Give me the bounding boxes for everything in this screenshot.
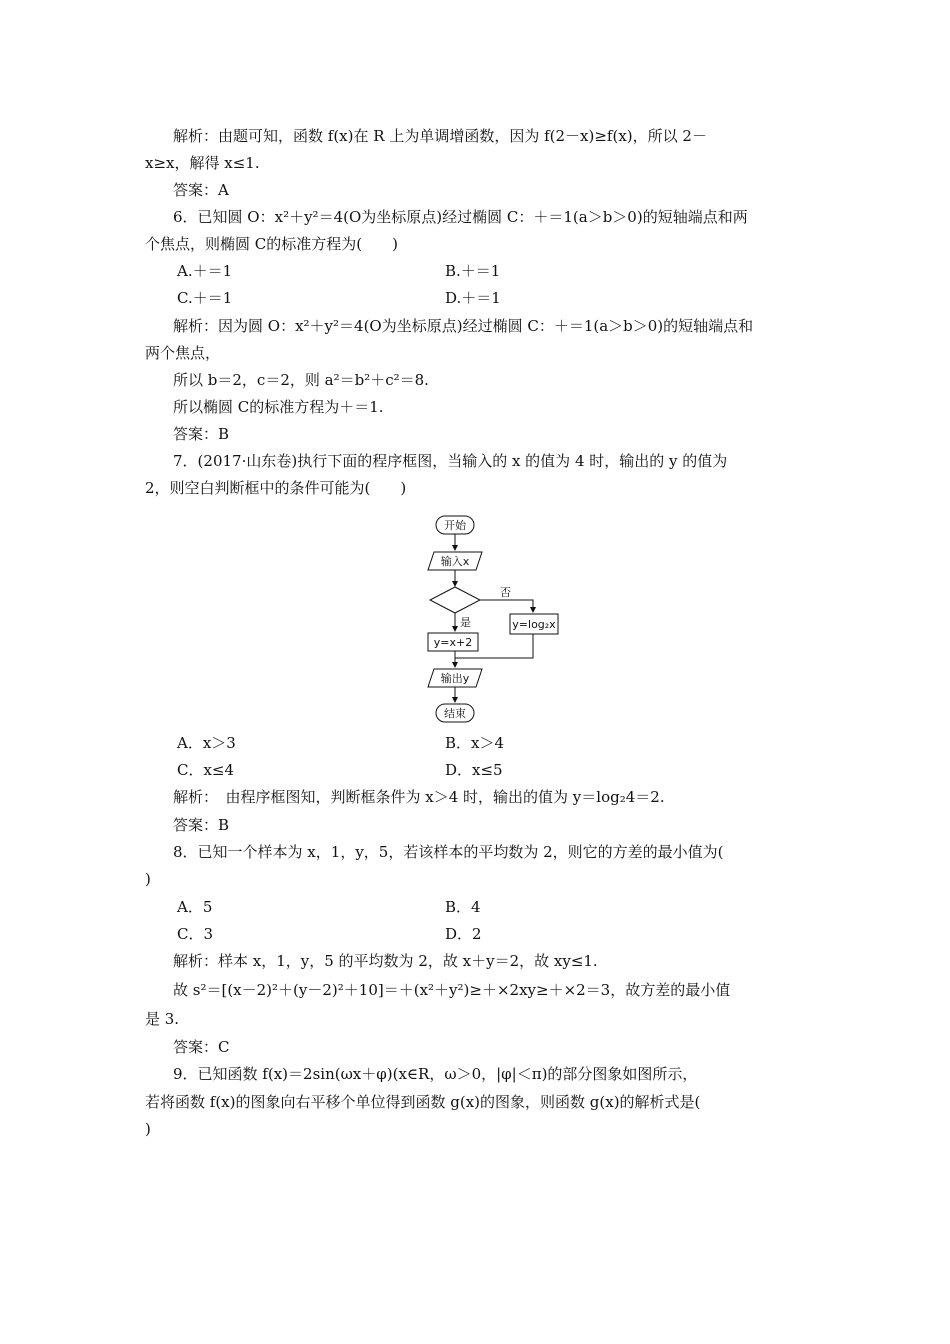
option-d: D.＋＝1: [445, 289, 501, 307]
text-line: x≥x，解得 x≤1.: [145, 154, 260, 172]
option-c: C．3: [177, 925, 214, 943]
question-6: 6．已知圆 O：x²＋y²＝4(O为坐标原点)经过椭圆 C：＋＝1(a＞b＞0)的短轴端点和两: [173, 208, 748, 226]
flowchart-input-label: 输入x: [440, 555, 470, 568]
text-line: 解析：由题可知，函数 f(x)在 R 上为单调增函数，因为 f(2－x)≥f(x)，所以 2－: [173, 127, 707, 145]
option-b: B.＋＝1: [445, 262, 501, 280]
option-a: A.＋＝1: [177, 262, 233, 280]
text-line: 答案：C: [173, 1038, 230, 1056]
flowchart-decision: [430, 587, 480, 613]
option-c: C.＋＝1: [177, 289, 233, 307]
text-line: 答案：B: [173, 425, 230, 443]
flowchart-yes-label: 是: [460, 616, 471, 629]
option-c: C．x≤4: [177, 761, 235, 779]
option-b: B．x＞4: [445, 734, 505, 752]
option-a: A．5: [177, 898, 213, 916]
flowchart-log-label: y=log₂x: [512, 618, 556, 631]
question-9: 9．已知函数 f(x)＝2sin(ωx＋φ)(x∈R，ω＞0，|φ|＜π)的部分图象如图所示，: [173, 1065, 698, 1083]
text-line: 个焦点，则椭圆 C的标准方程为( ): [145, 235, 398, 253]
text-line: 所以 b＝2，c＝2，则 a²＝b²＋c²＝8.: [173, 371, 429, 389]
text-line: ): [145, 1120, 151, 1138]
question-7: 7．(2017·山东卷)执行下面的程序框图，当输入的 x 的值为 4 时，输出的 y 的值为: [173, 452, 728, 470]
flowchart: [420, 512, 565, 727]
flowchart-start-label: 开始: [444, 519, 466, 532]
text-line: 答案：A: [173, 181, 229, 199]
text-line: 所以椭圆 C的标准方程为＋＝1.: [173, 398, 384, 416]
flowchart-output-label: 输出y: [440, 672, 470, 685]
question-8: 8．已知一个样本为 x，1，y，5，若该样本的平均数为 2，则它的方差的最小值为(: [173, 843, 724, 861]
flowchart-no-label: 否: [500, 586, 511, 599]
text-line: 解析：因为圆 O：x²＋y²＝4(O为坐标原点)经过椭圆 C：＋＝1(a＞b＞0)的短轴端点和: [173, 317, 754, 335]
text-line: 故 s²＝[(x－2)²＋(y－2)²＋10]＝＋(x²＋y²)≥＋×2xy≥＋×2＝3，故方差的最小值: [173, 981, 731, 999]
text-line: 2，则空白判断框中的条件可能为( ): [145, 479, 407, 497]
text-line: 答案：B: [173, 816, 230, 834]
flowchart-arrow: [480, 600, 533, 612]
text-line: 两个焦点，: [145, 344, 221, 362]
text-line: 若将函数 f(x)的图象向右平移个单位得到函数 g(x)的图象，则函数 g(x)的解析式是(: [145, 1093, 701, 1111]
text-line: 是 3.: [145, 1010, 180, 1028]
option-a: A．x＞3: [177, 734, 236, 752]
text-line: 解析： 由程序框图知，判断框条件为 x＞4 时，输出的值为 y＝log₂4＝2.: [173, 788, 665, 806]
flowchart-end-label: 结束: [444, 707, 466, 720]
flowchart-add-label: y=x+2: [433, 636, 473, 649]
text-line: 解析：样本 x，1，y，5 的平均数为 2，故 x＋y＝2，故 xy≤1.: [173, 952, 598, 970]
option-d: D．2: [445, 925, 482, 943]
option-b: B．4: [445, 898, 481, 916]
text-line: ): [145, 870, 151, 888]
option-d: D．x≤5: [445, 761, 503, 779]
